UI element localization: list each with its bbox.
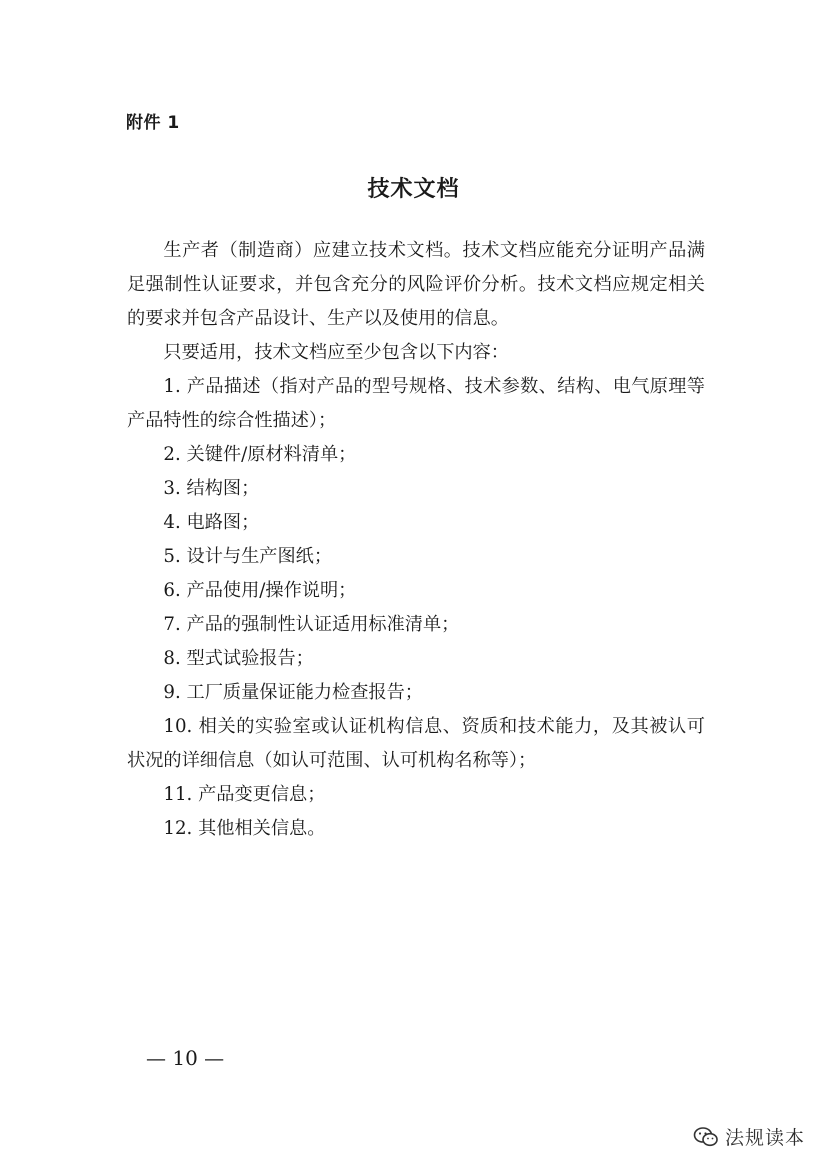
page-number: — 10 — (146, 1046, 225, 1070)
list-item: 5. 设计与生产图纸； (163, 546, 333, 567)
wechat-icon (693, 1126, 719, 1148)
watermark-text: 法规读本 (724, 1127, 805, 1149)
list-item: 3. 结构图； (163, 478, 260, 499)
list-item: 4. 电路图； (163, 512, 260, 533)
list-item: 1. 产品描述（指对产品的型号规格、技术参数、结构、电气原理等产品特性的综合性描述）； (127, 376, 705, 431)
watermark (693, 1123, 805, 1150)
list-item: 12. 其他相关信息。 (163, 818, 326, 839)
list-item: 6. 产品使用/操作说明； (163, 580, 357, 601)
intro-paragraph: 生产者（制造商）应建立技术文档。技术文档应能充分证明产品满足强制性认证要求，并包含充分的风险评价分析。技术文档应规定相关的要求并包含产品设计、生产以及使用的信息。 (127, 240, 705, 329)
document-body (127, 234, 705, 846)
attachment-label: 附件 1 (126, 113, 180, 133)
list-item: 7. 产品的强制性认证适用标准清单； (163, 614, 460, 635)
lead-in-paragraph: 只要适用，技术文档应至少包含以下内容： (163, 342, 509, 363)
list-item: 8. 型式试验报告； (163, 648, 314, 669)
list-item: 11. 产品变更信息； (163, 784, 326, 805)
list-item: 10. 相关的实验室或认证机构信息、资质和技术能力，及其被认可状况的详细信息（如认可范围、认可机构名称等）； (127, 716, 705, 771)
list-item: 9. 工厂质量保证能力检查报告； (163, 682, 423, 703)
document-title: 技术文档 (367, 177, 460, 202)
list-item: 2. 关键件/原材料清单； (163, 444, 357, 465)
